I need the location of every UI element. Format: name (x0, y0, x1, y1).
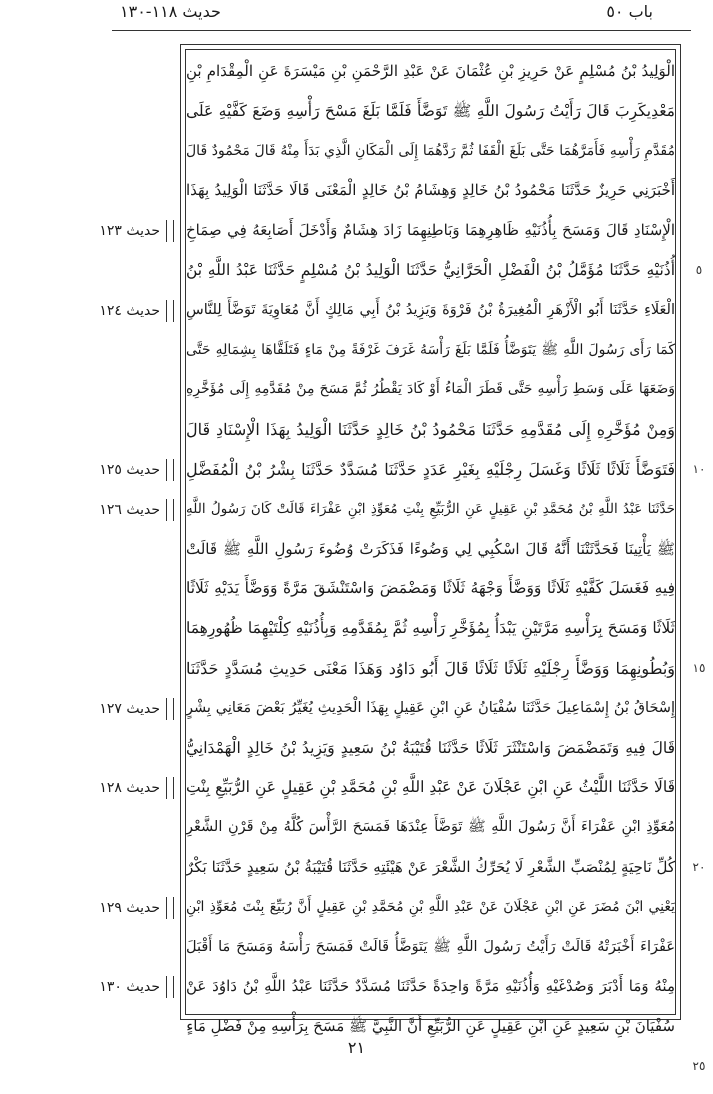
arabic-text-body (186, 52, 675, 1047)
text-line: الْوَلِيدُ بْنُ مُسْلِمٍ عَنْ حَرِيزِ بْنِ عُثْمَانَ عَنْ عَبْدِ الرَّحْمَنِ بْنِ مَيْسَرَةَ عَنِ الْمِقْدَامِ بْنِ (186, 62, 675, 80)
hadith-number-text: حدیث ۱۲۷ (99, 700, 160, 717)
text-line: كُلِّ نَاحِيَةٍ لِمُنْصَبِّ الشَّعْرِ لَا يُحَرِّكُ الشَّعْرَ عَنْ هَيْئَتِهِ حَدَّثَنَا قُتَيْبَةُ بْنُ سَعِيدٍ حَدَّثَنَا بَكْرٌ (186, 857, 675, 876)
text-line: مِنْهُ وَمَا أَدْبَرَ وَصُدْغَيْهِ وَأُذُنَيْهِ مَرَّةً وَاحِدَةً حَدَّثَنَا مُسَدَّدٌ حَدَّثَنَا عَبْدُ اللَّهِ بْنُ دَاوُدَ عَنْ (186, 977, 675, 996)
line-number: ١٥ (692, 661, 706, 675)
hadith-number-label (99, 777, 174, 799)
text-line: ﷺ يَأْتِينَا فَحَدَّثَتْنَا أَنَّهُ قَالَ اسْكُبِي لِي وَضُوءًا فَذَكَرَتْ وُضُوءَ رَسُولِ اللَّهِ ﷺ قَالَتْ (186, 539, 675, 558)
text-line: عَفْرَاءَ أَخْبَرَتْهُ قَالَتْ رَأَيْتُ رَسُولَ اللَّهِ ﷺ يَتَوَضَّأُ قَالَتْ فَمَسَحَ رَأْسَهُ وَمَسَحَ مَا أَقْبَلَ (186, 938, 675, 955)
hadith-number-text: حدیث ۱۳۰ (99, 979, 160, 996)
text-line: وَمِنْ مُؤَخَّرِهِ إِلَى مُقَدَّمِهِ حَدَّثَنَا مَحْمُودُ بْنُ خَالِدٍ حَدَّثَنَا الْوَلِيدُ بِهَذَا الْإِسْنَادِ قَالَ (186, 420, 675, 440)
hadith-number-text: حدیث ۱۲۸ (99, 780, 160, 797)
text-line: مُقَدَّمِ رَأْسِهِ فَأَمَرَّهُمَا حَتَّى بَلَغَ الْقَفَا ثُمَّ رَدَّهُمَا إِلَى الْمَكَانِ الَّذِي بَدَأَ مِنْهُ قَالَ مَحْمُودٌ قَالَ (186, 142, 675, 159)
text-line: الْإِسْنَادِ قَالَ وَمَسَحَ بِأُذُنَيْهِ ظَاهِرِهِمَا وَبَاطِنِهِمَا زَادَ هِشَامٌ وَأَدْخَلَ أَصَابِعَهُ فِي صِمَاخِ (186, 221, 675, 240)
margin-bracket-icon (166, 220, 174, 242)
page-number: ٢١ (347, 1038, 366, 1057)
text-line: الْعَلَاءِ حَدَّثَنَا أَبُو الْأَزْهَرِ الْمُغِيرَةُ بْنُ فَرْوَةَ وَيَزِيدُ بْنُ أَبِي مَالِكٍ أَنَّ مُعَاوِيَةَ تَوَضَّأَ لِلنَّاسِ (186, 301, 675, 318)
hadith-number-label (99, 976, 174, 998)
text-line: حَدَّثَنَا عَبْدُ اللَّهِ بْنُ مُحَمَّدِ بْنِ عَقِيلٍ عَنِ الرُّبَيِّعِ بِنْتِ مُعَوِّذِ ابْنِ عَفْرَاءَ قَالَتْ كَانَ رَسُولُ اللَّهِ (186, 500, 675, 517)
text-line: قَالَا حَدَّثَنَا اللَّيْثُ عَنِ ابْنِ عَجْلَانَ عَنْ عَبْدِ اللَّهِ بْنِ مُحَمَّدِ بْنِ عَقِيلٍ عَنِ الرُّبَيِّعِ بِنْتِ (186, 778, 675, 797)
hadith-number-label (99, 300, 174, 322)
header-rule (112, 30, 691, 31)
hadith-number-text: حدیث ۱۲۹ (99, 899, 160, 916)
text-line: إِسْحَاقُ بْنُ إِسْمَاعِيلَ حَدَّثَنَا سُفْيَانُ عَنِ ابْنِ عَقِيلٍ بِهَذَا الْحَدِيثِ يُغَيِّرُ بَعْضَ مَعَانِي بِشْرٍ (186, 699, 675, 716)
margin-bracket-icon (166, 300, 174, 322)
text-line: مَعْدِيكَرِبَ قَالَ رَأَيْتُ رَسُولَ اللَّهِ ﷺ تَوَضَّأَ فَلَمَّا بَلَغَ مَسْحَ رَأْسِهِ وَضَعَ كَفَّيْهِ عَلَى (186, 101, 675, 120)
line-number: ١٠ (692, 462, 706, 476)
running-head-chapter: باب ٥٠ (606, 2, 653, 21)
margin-bracket-icon (166, 459, 174, 481)
hadith-number-label (99, 499, 174, 521)
margin-bracket-icon (166, 976, 174, 998)
hadith-number-text: حدیث ۱۲٦ (99, 501, 160, 518)
text-line: يَعْنِي ابْنَ مُضَرَ عَنِ ابْنِ عَجْلَانَ عَنْ عَبْدِ اللَّهِ بْنِ مُحَمَّدِ بْنِ عَقِيلٍ أَنَّ رُبَيِّعَ بِنْتَ مُعَوِّذِ ابْنِ (186, 898, 675, 915)
line-number: ٢٥ (692, 1059, 706, 1073)
hadith-number-text: حدیث ۱۲٤ (99, 302, 160, 319)
hadith-number-text: حدیث ۱۲٥ (99, 462, 160, 478)
text-line: وَضَعَهَا عَلَى وَسَطِ رَأْسِهِ حَتَّى قَطَرَ الْمَاءُ أَوْ كَادَ يَقْطُرُ ثُمَّ مَسَحَ مِنْ مُقَدَّمِهِ إِلَى مُؤَخَّرِهِ (186, 381, 675, 398)
text-line: كَمَا رَأَى رَسُولَ اللَّهِ ﷺ يَتَوَضَّأُ فَلَمَّا بَلَغَ رَأْسَهُ غَرَفَ غَرْفَةً مِنْ مَاءٍ فَتَلَقَّاهَا بِشِمَالِهِ حَتَّى (186, 341, 675, 358)
text-line: فَتَوَضَّأَ ثَلَاثًا ثَلَاثًا وَغَسَلَ رِجْلَيْهِ بِغَيْرِ عَدَدٍ حَدَّثَنَا مُسَدَّدٌ حَدَّثَنَا بِشْرُ بْنُ الْمُفَضَّلِ (186, 459, 675, 479)
text-line: ثَلَاثًا وَمَسَحَ بِرَأْسِهِ مَرَّتَيْنِ يَبْدَأُ بِمُؤَخَّرِ رَأْسِهِ ثُمَّ بِمُقَدَّمِهِ وَبِأُذُنَيْهِ كِلْتَيْهِمَا ظُهُورِهِمَا (186, 619, 675, 638)
text-line: فِيهِ فَغَسَلَ كَفَّيْهِ ثَلَاثًا وَوَضَّأَ وَجْهَهُ ثَلَاثًا وَمَضْمَضَ وَاسْتَنْشَقَ مَرَّةً وَوَضَّأَ يَدَيْهِ ثَلَاثًا (186, 579, 675, 598)
margin-bracket-icon (166, 499, 174, 521)
hadith-number-label (99, 897, 174, 919)
hadith-number-text: حدیث ۱۲۳ (99, 223, 160, 240)
text-line: سُفْيَانَ بْنِ سَعِيدٍ عَنِ ابْنِ عَقِيلٍ عَنِ الرُّبَيِّعِ أَنَّ النَّبِيَّ ﷺ مَسَحَ بِرَأْسِهِ مِنْ فَضْلِ مَاءٍ (186, 1017, 675, 1036)
text-line: وَبُطُونِهِمَا وَوَضَّأَ رِجْلَيْهِ ثَلَاثًا ثَلَاثًا قَالَ أَبُو دَاوُد وَهَذَا مَعْنَى حَدِيثِ مُسَدَّدٍ حَدَّثَنَا (186, 658, 675, 678)
margin-bracket-icon (166, 698, 174, 720)
line-number: ٢٠ (692, 860, 706, 874)
text-line: مُعَوِّذِ ابْنِ عَفْرَاءَ أَنَّ رَسُولَ اللَّهِ ﷺ تَوَضَّأَ عِنْدَهَا فَمَسَحَ الرَّأْسَ كُلَّهُ مِنْ قَرْنِ الشَّعْرِ (186, 819, 675, 836)
text-line: قَالَ فِيهِ وَتَمَضْمَضَ وَاسْتَنْثَرَ ثَلَاثًا حَدَّثَنَا قُتَيْبَةُ بْنُ سَعِيدٍ وَيَزِيدُ بْنُ خَالِدٍ الْهَمْدَانِيُّ (186, 738, 675, 757)
running-head-hadith-range: حديث ١١٨-١٣٠ (120, 2, 221, 21)
margin-bracket-icon (166, 777, 174, 799)
line-number: ٥ (695, 263, 703, 277)
margin-bracket-icon (166, 897, 174, 919)
hadith-number-label (99, 698, 174, 720)
text-line: أَخْبَرَنِي حَرِيزٌ حَدَّثَنَا مَحْمُودُ بْنُ خَالِدٍ وَهِشَامُ بْنُ خَالِدٍ الْمَعْنَى قَالَا حَدَّثَنَا الْوَلِيدُ بِهَذَا (186, 181, 675, 200)
hadith-number-label (99, 459, 174, 481)
hadith-number-label (99, 220, 174, 242)
text-line: أُذُنَيْهِ حَدَّثَنَا مُؤَمَّلُ بْنُ الْفَضْلِ الْحَرَّانِيُّ حَدَّثَنَا الْوَلِيدُ بْنُ مُسْلِمٍ حَدَّثَنَا عَبْدُ اللَّهِ بْنُ (186, 260, 675, 279)
